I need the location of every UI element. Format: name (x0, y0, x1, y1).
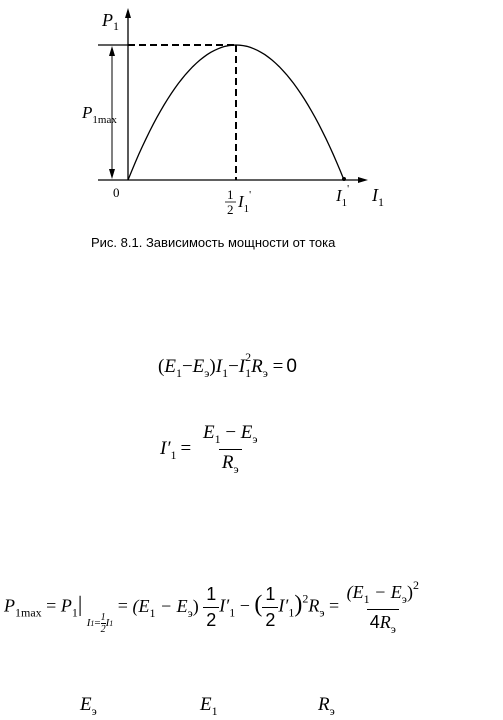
end-tick-current: $I_1'$ (336, 183, 350, 209)
symbol-resistance: $R_э$ (318, 694, 335, 718)
equation-power-balance: $(E_1-E_э)I_1-I$ $_{2 1}R_э = 0$ (158, 350, 297, 380)
y-axis-label: $P_1$ (102, 10, 119, 33)
current-root-fraction: $\frac{E_1 - E_э}{R_э}$ (202, 422, 258, 476)
pmax-arrow-up (109, 46, 115, 56)
half-tick-num: 1 (227, 187, 234, 202)
equation-current-root: $I'_1$ = $\frac{E_1 - E_э}{R_э}$ (160, 422, 261, 477)
pmax-arrow-down (109, 169, 115, 179)
curve-end-point (342, 177, 346, 181)
x-axis-label: $I_1$ (372, 185, 384, 209)
pmax-label: $P_{1max}$ (82, 103, 117, 126)
figure-caption: Рис. 8.1. Зависимость мощности от тока (91, 235, 336, 250)
half-tick-current: $I_1'$ (238, 189, 252, 215)
y-axis-arrow (125, 8, 131, 18)
symbol-source-emf: $E_э$ (80, 694, 97, 718)
power-current-figure (0, 0, 503, 225)
half-tick-den: 2 (227, 202, 234, 217)
equation-max-power: $P_{1max} = P_1|$ I1= $\frac{1}{2}$ $I1 = (E_1 - E_э)$ $\frac{1}{2}$ $I'_1$ − ( $\frac{1}{2}$ $I'_1)^2R_э$ = $\frac{(E_1 - E_э)^2}{4R_э}$ (4, 578, 422, 637)
x-axis-arrow (358, 177, 368, 183)
origin-label: 0 (113, 185, 120, 200)
max-power-fraction: $\frac{(E_1 - E_э)^2}{4R_э}$ (346, 578, 419, 636)
symbol-emf-1: $E_1$ (200, 694, 218, 718)
